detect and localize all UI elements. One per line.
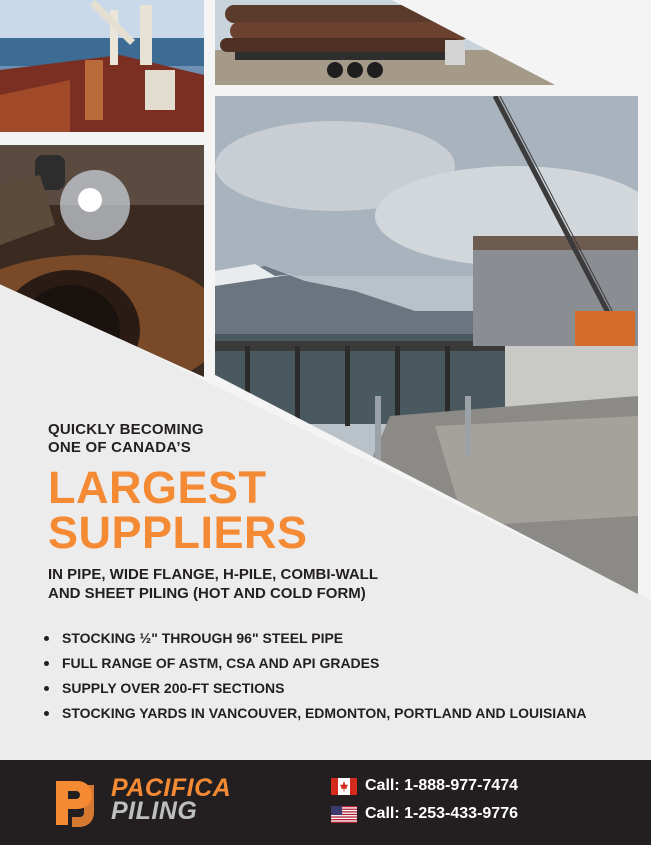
list-item-text: STOCKING ½" THROUGH 96" STEEL PIPE xyxy=(62,630,344,646)
harbour-ship-photo xyxy=(0,0,204,132)
bullet-icon xyxy=(44,686,49,691)
subheadline-line-1: IN PIPE, WIDE FLANGE, H-PILE, COMBI-WALL xyxy=(48,566,378,583)
canada-flag-icon xyxy=(331,778,357,795)
kicker-line-1: QUICKLY BECOMING xyxy=(48,421,204,438)
phone-usa[interactable] xyxy=(331,803,518,825)
logo-text-pacifica: PACIFICA xyxy=(111,774,232,802)
subheadline-line-2: AND SHEET PILING (HOT AND COLD FORM) xyxy=(48,585,366,602)
phone-canada-text: Call: 1-888-977-7474 xyxy=(365,777,518,794)
phone-canada[interactable] xyxy=(331,775,518,797)
headline-suppliers: SUPPLIERS xyxy=(48,507,308,558)
list-item xyxy=(44,701,587,726)
logo-text-piling: PILING xyxy=(111,797,198,825)
phone-usa-text: Call: 1-253-433-9776 xyxy=(365,805,518,822)
usa-flag-icon xyxy=(331,806,357,823)
kicker-line-2: ONE OF CANADA’S xyxy=(48,439,192,456)
list-item xyxy=(44,626,587,651)
bullet-icon xyxy=(44,661,49,666)
list-item-text: FULL RANGE OF ASTM, CSA AND API GRADES xyxy=(62,655,380,671)
footer-bar xyxy=(0,760,651,845)
list-item xyxy=(44,651,587,676)
list-item xyxy=(44,676,587,701)
headline-largest: LARGEST xyxy=(48,462,267,513)
list-item-text: STOCKING YARDS IN VANCOUVER, EDMONTON, PORTLAND AND LOUISIANA xyxy=(62,705,587,721)
headline-block xyxy=(48,421,648,603)
bullet-icon xyxy=(44,636,49,641)
feature-list xyxy=(44,626,587,726)
bullet-icon xyxy=(44,711,49,716)
list-item-text: SUPPLY OVER 200-FT SECTIONS xyxy=(62,680,285,696)
pacifica-logo-icon xyxy=(52,777,108,829)
